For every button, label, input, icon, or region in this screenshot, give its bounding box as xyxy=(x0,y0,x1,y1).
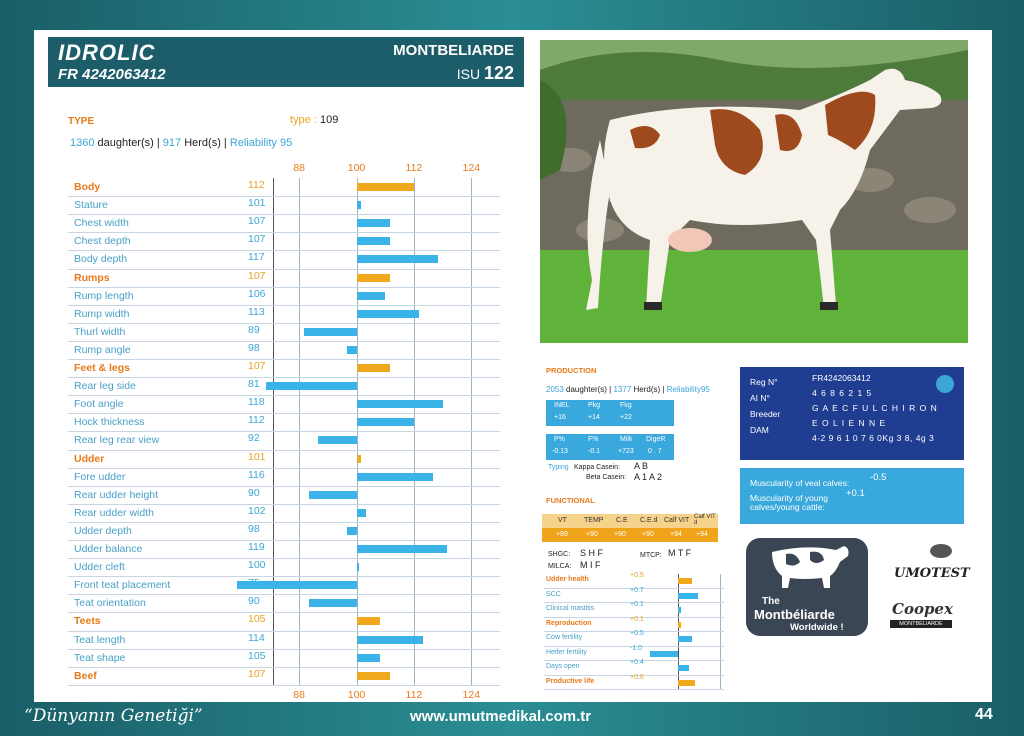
prod-v-inel: +16 xyxy=(554,414,566,421)
func-h-vt: VT xyxy=(558,517,567,524)
trait-label: Udder balance xyxy=(74,543,143,555)
breed-label: MONTBELIARDE xyxy=(393,42,514,59)
functional-row-label: Productive life xyxy=(546,677,595,685)
tick-label-top: 100 xyxy=(347,162,366,174)
trait-label: Foot angle xyxy=(74,398,124,411)
bull-header xyxy=(48,37,524,87)
trait-value: 90 xyxy=(248,486,260,499)
functional-row-label: Days open xyxy=(546,663,580,670)
trait-value: 107 xyxy=(248,269,266,282)
trait-label: Rumps xyxy=(74,271,110,284)
trait-value: 90 xyxy=(248,595,260,608)
bull-id: FR 4242063412 xyxy=(58,66,166,83)
func-h-calfvitd: Calf VIT d xyxy=(694,514,716,526)
row-line xyxy=(68,323,500,324)
trait-label: Teets xyxy=(74,615,101,628)
trait-bar xyxy=(347,527,357,535)
functional-axis-line xyxy=(678,574,679,690)
trait-label: Feet & legs xyxy=(74,362,131,374)
trait-value: 112 xyxy=(248,414,265,427)
functional-row-label: Reproduction xyxy=(546,619,592,627)
tick-label-bottom: 124 xyxy=(462,688,481,701)
beta-label: Beta Casein: xyxy=(586,474,627,481)
kappa-label: Kappa Casein: xyxy=(574,464,620,471)
trait-bar xyxy=(357,183,414,191)
typing-label: Typing xyxy=(548,464,569,471)
prod-h-diger: DigeR xyxy=(646,436,666,443)
func-v-calfvitd: +94 xyxy=(696,531,708,538)
trait-label: Teat orientation xyxy=(74,597,146,610)
montbeliarde-logo xyxy=(746,538,868,636)
trait-bar xyxy=(266,382,357,390)
row-line xyxy=(68,359,500,360)
trait-bar xyxy=(357,545,448,553)
row-line xyxy=(68,685,500,686)
trait-value: 98 xyxy=(248,522,260,535)
row-line xyxy=(68,504,500,505)
tick-label-bottom: 88 xyxy=(293,688,305,701)
prod-v-pkg: +14 xyxy=(588,414,600,421)
functional-header-row xyxy=(542,514,718,528)
row-line xyxy=(68,413,500,414)
functional-row-value: -1.0 xyxy=(630,644,643,652)
production-daughters: 2053 daughter(s) | 1377 Herd(s) | Reliability95 xyxy=(546,385,710,394)
trait-value: 92 xyxy=(248,432,260,445)
trait-label: Body xyxy=(74,181,101,193)
cow-logo-icon xyxy=(746,538,868,592)
trait-label: Chest width xyxy=(74,217,129,230)
breeder-label: Breeder xyxy=(750,409,781,419)
functional-row-value: +0.6 xyxy=(630,673,644,681)
func-v-ce: +90 xyxy=(614,531,626,538)
trait-bar xyxy=(309,599,357,607)
row-line xyxy=(68,232,500,233)
trait-value: 107 xyxy=(248,233,266,246)
dam-label: DAM xyxy=(750,425,769,435)
young-value: +0.1 xyxy=(846,488,865,499)
row-line xyxy=(68,341,500,342)
trait-bar xyxy=(357,617,381,625)
row-line xyxy=(68,558,500,559)
breeder-value: G A E C F U L C H I R O N xyxy=(812,403,938,413)
functional-bar xyxy=(678,578,692,584)
trait-value: 105 xyxy=(248,649,266,662)
prod-h-f: F% xyxy=(588,436,599,443)
production-table-2 xyxy=(546,434,674,460)
type-index: type : 109 xyxy=(290,114,339,126)
trait-bar xyxy=(318,436,356,444)
trait-bar xyxy=(357,274,390,282)
type-title: TYPE xyxy=(68,116,95,127)
functional-row-value: +0.5 xyxy=(630,630,644,637)
func-h-temp: TEMP xyxy=(584,517,604,524)
logo-text-worldwide: Worldwide ! xyxy=(790,622,844,633)
mtcp-value: M T F xyxy=(668,548,692,558)
trait-label: Udder xyxy=(74,452,105,465)
trait-label: Front teat placement xyxy=(74,579,171,592)
func-h-calfvit: Calf VIT xyxy=(664,517,690,524)
prod-v-diger: 0 . 7 xyxy=(648,448,662,455)
trait-value: 102 xyxy=(248,504,266,517)
trait-value: 98 xyxy=(248,341,260,354)
trait-label: Teat shape xyxy=(74,651,126,664)
mtcp-label: MTCP: xyxy=(640,552,662,559)
row-line xyxy=(68,649,500,650)
veal-label: Muscularity of veal calves: xyxy=(750,478,850,488)
func-h-ced: C.E.d xyxy=(640,517,658,524)
trait-value: 116 xyxy=(248,468,265,481)
trait-bar xyxy=(357,563,359,571)
functional-row-line xyxy=(544,689,724,690)
cow-illustration xyxy=(540,40,968,343)
functional-bar xyxy=(678,622,681,628)
trait-bar xyxy=(357,473,434,481)
functional-bar xyxy=(678,680,695,686)
cow-photo xyxy=(540,40,968,343)
trait-value: 117 xyxy=(248,251,265,264)
dam-name: E O L I E N N E xyxy=(812,418,887,428)
trait-value: 101 xyxy=(248,197,266,210)
page-number: 44 xyxy=(975,706,993,723)
trait-bar xyxy=(357,219,390,227)
trait-label: Thurl width xyxy=(74,325,126,338)
shgc-label: SHGC: xyxy=(548,551,571,558)
trait-bar xyxy=(357,400,443,408)
trait-label: Rump width xyxy=(74,307,130,320)
logo-text-montbeliarde: Montbéliarde xyxy=(754,607,835,622)
trait-value: 107 xyxy=(248,215,266,228)
trait-value: 119 xyxy=(248,541,265,553)
fingerprint-icon xyxy=(936,375,954,393)
trait-label: Hock thickness xyxy=(74,416,145,429)
veal-value: -0.5 xyxy=(870,472,887,483)
functional-bar xyxy=(678,593,698,599)
functional-table xyxy=(542,514,718,550)
functional-row-value: +0.1 xyxy=(630,615,644,623)
ai-label: AI N° xyxy=(750,393,770,403)
functional-value-row xyxy=(542,528,718,542)
row-line xyxy=(68,305,500,306)
kappa-value: A B xyxy=(634,461,649,471)
trait-value: 89 xyxy=(248,323,260,336)
isu-index: ISU 122 xyxy=(456,63,514,83)
trait-label: Rear udder height xyxy=(74,488,159,501)
bull-name: IDROLIC xyxy=(58,40,156,65)
trait-bar xyxy=(357,292,386,300)
type-trait-chart xyxy=(68,160,508,700)
functional-row-value: +0.4 xyxy=(630,659,644,666)
functional-bar xyxy=(650,651,678,657)
functional-grid-line xyxy=(720,574,721,690)
trait-bar xyxy=(237,581,357,589)
coopex-sub: MONTBELIARDE xyxy=(890,620,952,628)
trait-bar xyxy=(357,654,381,662)
functional-row-label: SCC xyxy=(546,590,561,598)
tick-label-top: 88 xyxy=(293,162,305,174)
trait-bar xyxy=(357,636,424,644)
prod-h-inel: INEL xyxy=(554,402,570,409)
footer-slogan: “Dünyanın Genetiği” xyxy=(24,706,203,726)
tick-label-bottom: 100 xyxy=(347,688,366,701)
row-line xyxy=(68,631,500,632)
row-line xyxy=(68,269,500,270)
trait-value: 107 xyxy=(248,360,266,372)
row-line xyxy=(68,196,500,197)
production-section xyxy=(546,366,746,394)
trait-value: 107 xyxy=(248,667,266,680)
functional-row-value: +0.5 xyxy=(630,572,644,579)
registration-box xyxy=(740,367,964,460)
trait-label: Rump length xyxy=(74,289,134,302)
prod-h-p: P% xyxy=(554,436,565,443)
row-line xyxy=(68,287,500,288)
reg-value: FR4242063412 xyxy=(812,373,871,383)
umotest-logo: UMOTEST xyxy=(894,566,970,581)
shgc-value: S H F xyxy=(580,548,604,558)
row-line xyxy=(68,540,500,541)
footer-url[interactable]: www.umutmedikal.com.tr xyxy=(410,708,592,725)
trait-bar xyxy=(357,364,390,372)
tick-label-top: 124 xyxy=(462,162,481,174)
trait-value: 106 xyxy=(248,287,266,300)
trait-value: 101 xyxy=(248,450,266,463)
type-daughters: 1360 daughter(s) | 917 Herd(s) | Reliability 95 xyxy=(70,137,293,149)
trait-value: 114 xyxy=(248,631,265,644)
trait-bar xyxy=(309,491,357,499)
trait-bar xyxy=(357,237,390,245)
row-line xyxy=(68,214,500,215)
trait-bar xyxy=(304,328,357,336)
func-v-vt: +89 xyxy=(556,531,568,538)
row-line xyxy=(68,431,500,432)
prod-h-fkg: Fkg xyxy=(620,402,632,409)
row-line xyxy=(68,612,500,613)
coopex-logo: Coopex xyxy=(892,600,953,618)
trait-bar xyxy=(357,672,390,680)
row-line xyxy=(68,468,500,469)
muscularity-box xyxy=(740,468,964,524)
functional-trait-chart xyxy=(544,574,724,692)
trait-label: Rear leg rear view xyxy=(74,434,160,447)
young-label: Muscularity of young calves/young cattle: xyxy=(750,493,828,512)
row-line xyxy=(68,450,500,451)
trait-value: 118 xyxy=(248,396,265,409)
trait-label: Udder depth xyxy=(74,524,132,537)
catalog-page xyxy=(34,30,992,702)
trait-label: Body depth xyxy=(74,253,128,266)
trait-bar xyxy=(357,418,414,426)
functional-bar xyxy=(678,607,681,613)
trait-label: Rear udder width xyxy=(74,506,154,519)
func-h-ce: C.E xyxy=(616,517,628,524)
prod-h-pkg: Pkg xyxy=(588,402,601,409)
trait-bar xyxy=(347,346,357,354)
functional-row-label: Clinical mastitis xyxy=(546,605,595,612)
trait-value: 100 xyxy=(248,559,266,572)
beta-value: A 1 A 2 xyxy=(634,472,663,482)
reg-label: Reg N° xyxy=(750,377,778,387)
functional-row-label: Udder health xyxy=(546,576,589,583)
row-line xyxy=(68,486,500,487)
production-title: PRODUCTION xyxy=(546,366,597,375)
row-line xyxy=(68,377,500,378)
trait-label: Stature xyxy=(74,199,108,212)
tick-label-bottom: 112 xyxy=(405,688,423,701)
row-line xyxy=(68,522,500,523)
row-line xyxy=(68,594,500,595)
row-line xyxy=(68,395,500,396)
trait-bar xyxy=(357,509,367,517)
trait-label: Rear leg side xyxy=(74,380,136,393)
func-v-calfvit: +94 xyxy=(670,531,682,538)
functional-bar xyxy=(678,636,692,642)
tick-label-top: 112 xyxy=(405,162,423,174)
prod-v-p: -0.13 xyxy=(552,448,568,455)
milca-value: M I F xyxy=(580,560,601,570)
prod-v-milk: +723 xyxy=(618,448,634,455)
func-v-ced: +90 xyxy=(642,531,654,538)
row-line xyxy=(68,667,500,668)
logo-text-the: The xyxy=(762,596,780,607)
trait-bar xyxy=(357,201,362,209)
production-table-1 xyxy=(546,400,674,426)
func-v-temp: +90 xyxy=(586,531,598,538)
prod-h-milk: Milk xyxy=(620,436,633,443)
dam-value: 4-2 9 6 1 0 7 6 0Kg 3 8, 4g 3 xyxy=(812,433,935,443)
trait-value: 81 xyxy=(248,378,260,391)
trait-label: Teat length xyxy=(74,633,126,646)
trait-value: 112 xyxy=(248,179,265,191)
trait-bar xyxy=(357,255,438,263)
functional-row-value: +0.7 xyxy=(630,586,644,594)
trait-value: 105 xyxy=(248,613,266,626)
row-line xyxy=(68,576,500,577)
functional-row-value: +0.1 xyxy=(630,601,644,608)
functional-title: FUNCTIONAL xyxy=(546,496,595,505)
trait-label: Rump angle xyxy=(74,343,131,356)
trait-label: Udder cleft xyxy=(74,561,125,574)
milca-label: MILCA: xyxy=(548,563,572,570)
functional-row-label: Heifer fertility xyxy=(546,648,587,656)
trait-bar xyxy=(357,455,362,463)
row-line xyxy=(68,250,500,251)
trait-label: Fore udder xyxy=(74,470,126,483)
trait-bar xyxy=(357,310,419,318)
functional-row-label: Cow fertility xyxy=(546,634,583,641)
functional-bar xyxy=(678,665,689,671)
prod-v-fkg: +22 xyxy=(620,414,632,421)
trait-value: 113 xyxy=(248,305,265,318)
trait-label: Beef xyxy=(74,669,97,682)
prod-v-f: -0.1 xyxy=(588,448,601,455)
ai-value: 4 6 8 6 2 1 5 xyxy=(812,388,873,398)
umotest-logo-mark xyxy=(930,544,952,558)
trait-label: Chest depth xyxy=(74,235,131,248)
